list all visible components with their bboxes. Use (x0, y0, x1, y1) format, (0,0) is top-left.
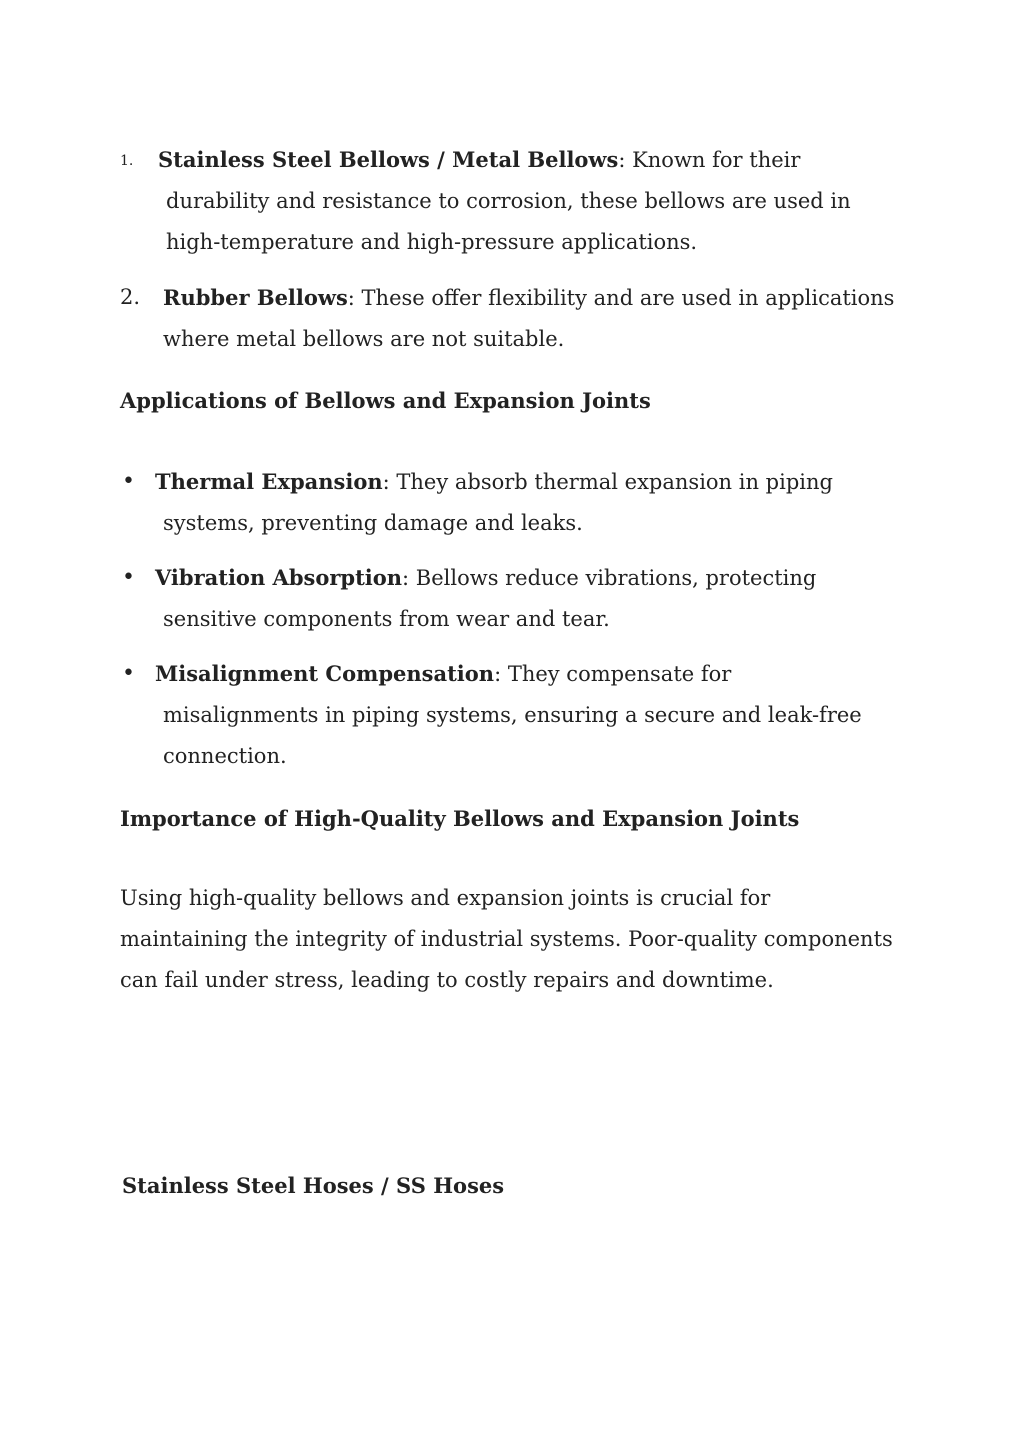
list-item-term: Stainless Steel Bellows / Metal Bellows (158, 147, 619, 172)
list-number: 2. (120, 285, 141, 309)
list-item-text: : Bellows reduce vibrations, protecting sensitive components from wear and tear. (163, 566, 817, 631)
section-heading-ss-hoses: Stainless Steel Hoses / SS Hoses (122, 1173, 505, 1198)
bullet-list-item (120, 461, 910, 544)
numbered-list-item (120, 277, 910, 360)
list-item-text: : They compensate for misalignments in piping systems, ensuring a secure and leak-free connection. (163, 662, 862, 768)
list-item-term: Vibration Absorption (155, 565, 403, 590)
list-item-content (120, 461, 863, 544)
list-item-term: Misalignment Compensation (155, 661, 495, 686)
numbered-list-item (120, 139, 910, 263)
list-item-text: : They absorb thermal expansion in piping systems, preventing damage and leaks. (163, 470, 833, 535)
list-item-content (120, 139, 910, 263)
bullet-list-item (120, 653, 910, 777)
list-item-content (120, 557, 853, 640)
section-heading-importance: Importance of High-Quality Bellows and Expansion Joints (120, 806, 800, 831)
list-number: 1. (120, 153, 134, 169)
importance-paragraph: Using high-quality bellows and expansion joints is crucial for maintaining the integrity of industrial systems. Poor-quality components can fail under stress, leading to costly repairs and downtime. (120, 886, 893, 992)
list-item-content (120, 277, 910, 360)
section-heading-applications: Applications of Bellows and Expansion Joints (120, 388, 651, 413)
list-item-term: Thermal Expansion (155, 469, 383, 494)
bullet-icon: • (122, 565, 135, 590)
list-item-term: Rubber Bellows (163, 285, 348, 310)
bullet-icon: • (122, 661, 135, 686)
list-item-content (120, 653, 863, 777)
list-item-text: : Known for their durability and resistance to corrosion, these bellows are used in high-temperature and high-pressure applications. (166, 148, 851, 254)
bullet-list-item (120, 557, 910, 640)
bullet-icon: • (122, 469, 135, 494)
list-item-text: : These offer flexibility and are used in applications where metal bellows are not suitable. (163, 286, 895, 351)
